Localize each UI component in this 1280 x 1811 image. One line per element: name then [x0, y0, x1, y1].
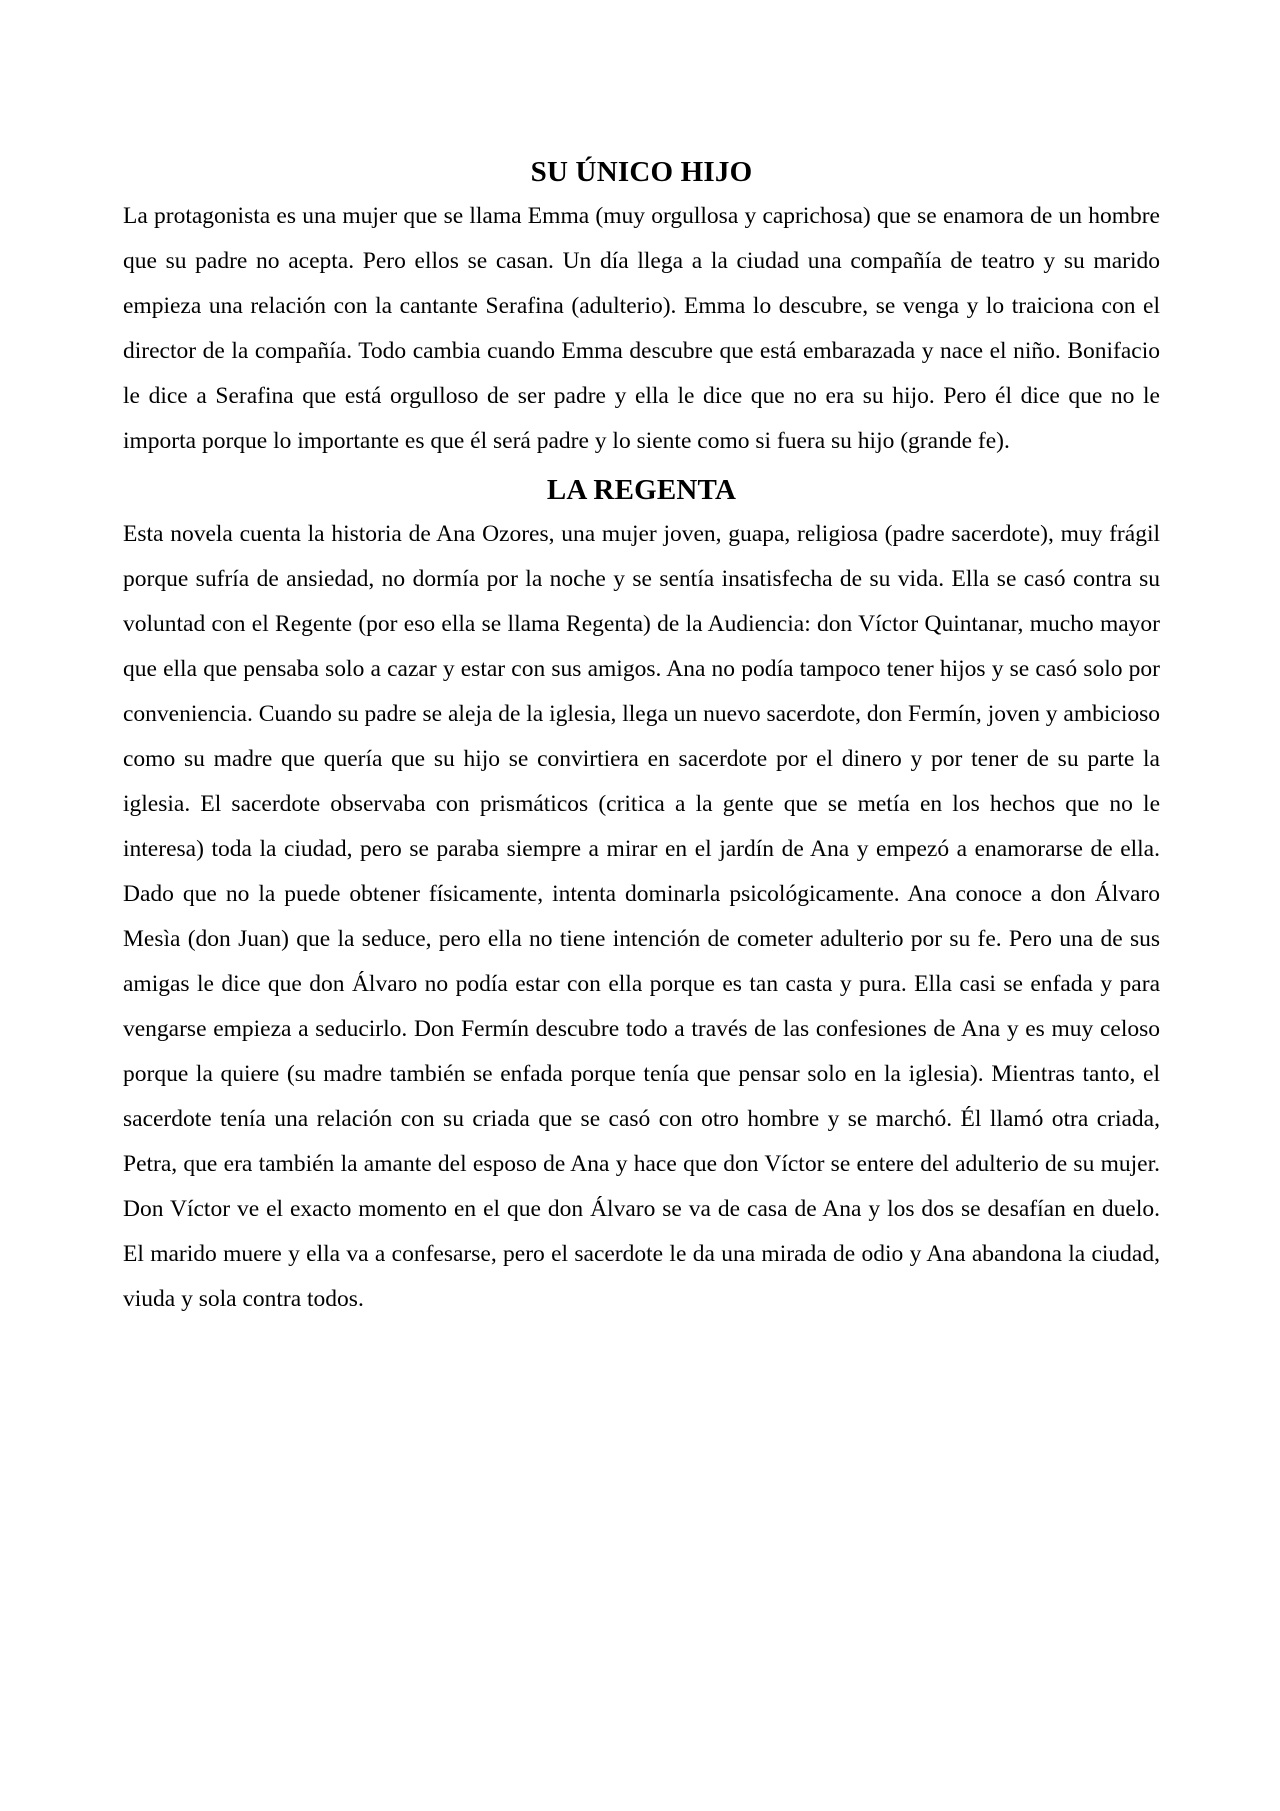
section-body-su-unico-hijo: La protagonista es una mujer que se llama Emma (muy orgullosa y caprichosa) que se enamora de un hombre que su padre no acepta. Pero ellos se casan. Un día llega a la ciudad una compañía de teatro y su marido empieza una relación con la cantante Serafina (adulterio). Emma lo descubre, se venga y lo traiciona con el director de la compañía. Todo cambia cuando Emma descubre que está embarazada y nace el niño. Bonifacio le dice a Serafina que está orgulloso de ser padre y ella le dice que no era su hijo. Pero él dice que no le importa porque lo importante es que él será padre y lo siente como si fuera su hijo (grande fe). — [123, 203, 1160, 454]
document-content — [123, 150, 1160, 1322]
section-title-la-regenta: LA REGENTA — [546, 474, 737, 506]
section-body-la-regenta: Esta novela cuenta la historia de Ana Ozores, una mujer joven, guapa, religiosa (padre sacerdote), muy frágil porque sufría de ansiedad, no dormía por la noche y se sentía insatisfecha de su vida. Ella se casó contra su voluntad con el Regente (por eso ella se llama Regenta) de la Audiencia: don Víctor Quintanar, mucho mayor que ella que pensaba solo a cazar y estar con sus amigos. Ana no podía tampoco tener hijos y se casó solo por conveniencia. Cuando su padre se aleja de la iglesia, llega un nuevo sacerdote, don Fermín, joven y ambicioso como su madre que quería que su hijo se convirtiera en sacerdote por el dinero y por tener de su parte la iglesia. El sacerdote observaba con prismáticos (critica a la gente que se metía en los hechos que no le interesa) toda la ciudad, pero se paraba siempre a mirar en el jardín de Ana y empezó a enamorarse de ella. Dado que no la puede obtener físicamente, intenta dominarla psicológicamente. Ana conoce a don Álvaro Mesìa (don Juan) que la seduce, pero ella no tiene intención de cometer adulterio por su fe. Pero una de sus amigas le dice que don Álvaro no podía estar con ella porque es tan casta y pura. Ella casi se enfada y para vengarse empieza a seducirlo. Don Fermín descubre todo a través de las confesiones de Ana y es muy celoso porque la quiere (su madre también se enfada porque tenía que pensar solo en la iglesia). Mientras tanto, el sacerdote tenía una relación con su criada que se casó con otro hombre y se marchó. Él llamó otra criada, Petra, que era también la amante del esposo de Ana y hace que don Víctor se entere del adulterio de su mujer. Don Víctor ve el exacto momento en el que don Álvaro se va de casa de Ana y los dos se desafían en duelo. El marido muere y ella va a confesarse, pero el sacerdote le da una mirada de odio y Ana abandona la ciudad, viuda y sola contra todos. — [123, 521, 1160, 1312]
section-title-su-unico-hijo: SU ÚNICO HIJO — [530, 156, 753, 188]
